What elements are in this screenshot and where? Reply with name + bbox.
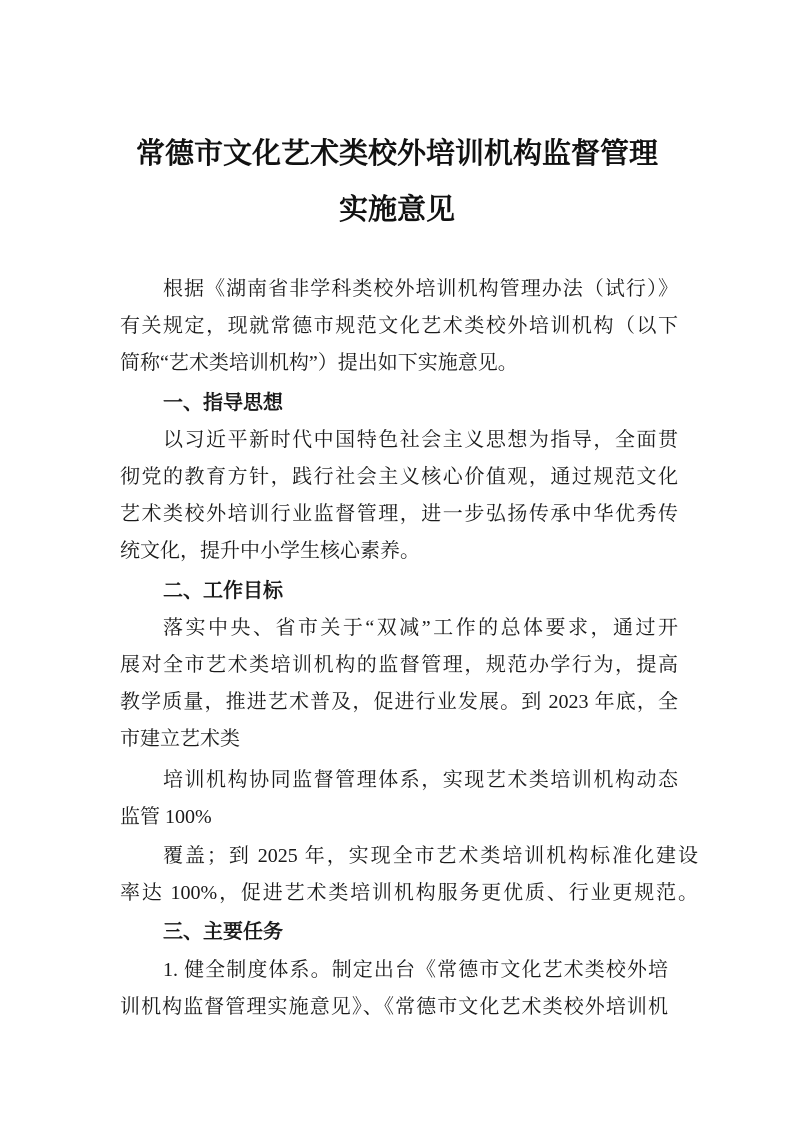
body-line: 艺术类校外培训行业监督管理，进一步弘扬传承中华优秀传 (120, 503, 678, 525)
body-line: 培训机构协同监督管理体系，实现艺术类培训机构动态 (163, 769, 678, 791)
section-heading: 一、指导思想 (163, 392, 283, 414)
section-heading: 二、工作目标 (163, 580, 283, 602)
body-line: 市建立艺术类 (120, 728, 240, 750)
body-line: 监管 100% (120, 806, 212, 828)
body-line: 统文化，提升中小学生核心素养。 (120, 540, 420, 562)
section-heading: 三、主要任务 (163, 921, 283, 943)
intro-line: 简称“艺术类培训机构”）提出如下实施意见。 (120, 352, 518, 374)
body-line: 以习近平新时代中国特色社会主义思想为指导，全面贯 (163, 429, 678, 451)
body-line: 彻党的教育方针，践行社会主义核心价值观，通过规范文化 (120, 466, 678, 488)
intro-line: 有关规定，现就常德市规范文化艺术类校外培训机构（以下 (120, 315, 678, 337)
body-line: 训机构监督管理实施意见》、《常德市文化艺术类校外培训机 (120, 996, 668, 1018)
document-title-line2: 实施意见 (338, 194, 455, 226)
body-line: 教学质量，推进艺术普及，促进行业发展。到 2023 年底，全 (120, 691, 678, 713)
body-line: 1. 健全制度体系。制定出台《常德市文化艺术类校外培 (163, 959, 668, 981)
body-line: 率达 100%，促进艺术类培训机构服务更优质、行业更规范。 (120, 882, 698, 904)
document-title-line1: 常德市文化艺术类校外培训机构监督管理 (135, 138, 658, 170)
intro-line: 根据《湖南省非学科类校外培训机构管理办法（试行）》 (163, 278, 678, 300)
body-line: 展对全市艺术类培训机构的监督管理，规范办学行为，提高 (120, 654, 678, 676)
body-line: 覆盖；到 2025 年，实现全市艺术类培训机构标准化建设 (163, 845, 698, 867)
body-line: 落实中央、省市关于“双减”工作的总体要求，通过开 (163, 617, 678, 639)
